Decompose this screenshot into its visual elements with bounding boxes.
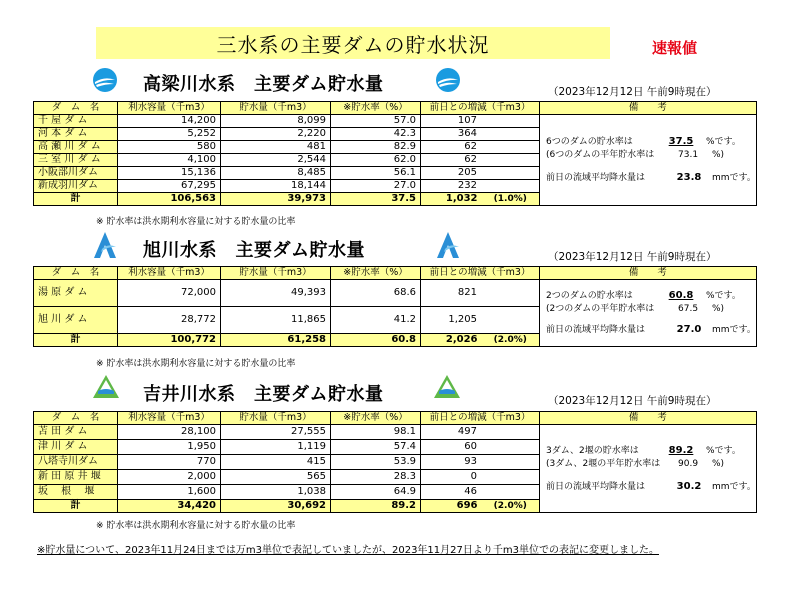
page-title: 三水系の主要ダムの貯水状況 xyxy=(96,27,610,59)
rate-value: 42.3 xyxy=(331,128,421,141)
dam-name: 三 室 川 ダ ム xyxy=(34,154,118,167)
rate-value: 27.0 xyxy=(331,180,421,193)
asahi-as-of: （2023年12月12日 午前9時現在） xyxy=(548,251,717,263)
remark-rain-label: 前日の流域平均降水量は xyxy=(546,325,646,335)
rate-value: 57.4 xyxy=(331,440,421,455)
remark-normal-unit: %) xyxy=(712,150,725,160)
dam-name: 苫 田 ダ ム xyxy=(34,425,118,440)
total-storage: 30,692 xyxy=(221,500,331,513)
change-value: 364 xyxy=(421,128,540,141)
total-change: 696 xyxy=(421,500,482,513)
col-remarks: 備 考 xyxy=(540,267,757,280)
capacity-value: 28,100 xyxy=(118,425,221,440)
remark-normal-value: 90.9 xyxy=(678,458,699,469)
change-value: 497 xyxy=(421,425,540,440)
total-capacity: 100,772 xyxy=(118,334,221,347)
dam-name: 八塔寺川ダム xyxy=(34,455,118,470)
takahashi-as-of: （2023年12月12日 午前9時現在） xyxy=(548,86,717,98)
total-label: 計 xyxy=(34,334,118,347)
total-capacity: 106,563 xyxy=(118,193,221,206)
col-change: 前日との増減（千m3） xyxy=(421,412,540,425)
yoshii-river-logo-right-icon xyxy=(433,374,459,400)
dam-name: 坂 根 堰 xyxy=(34,485,118,500)
dam-name: 河 本 ダ ム xyxy=(34,128,118,141)
total-capacity: 34,420 xyxy=(118,500,221,513)
dam-name: 新 田 原 井 堰 xyxy=(34,470,118,485)
col-rate: ※貯水率（%） xyxy=(331,412,421,425)
unit-change-footnote: ※貯水量について、2023年11月24日までは万m3単位で表記していましたが、2023年11月27日より千m3単位での表記に変更しました。 xyxy=(37,545,659,556)
storage-value: 565 xyxy=(221,470,331,485)
col-remarks: 備 考 xyxy=(540,102,757,115)
col-storage: 貯水量（千m3） xyxy=(221,412,331,425)
rate-value: 68.6 xyxy=(331,280,421,307)
capacity-value: 770 xyxy=(118,455,221,470)
storage-value: 2,220 xyxy=(221,128,331,141)
total-change: 2,026 xyxy=(421,334,482,347)
remark-rain-label: 前日の流域平均降水量は xyxy=(546,173,646,183)
capacity-value: 1,950 xyxy=(118,440,221,455)
remark-normal-unit: %) xyxy=(712,304,725,314)
col-dam-name: ダ ム 名 xyxy=(34,412,118,425)
change-value: 0 xyxy=(421,470,540,485)
capacity-value: 2,000 xyxy=(118,470,221,485)
rate-value: 82.9 xyxy=(331,141,421,154)
change-value: 60 xyxy=(421,440,540,455)
total-change-pct: (1.0%) xyxy=(482,193,540,206)
col-remarks: 備 考 xyxy=(540,412,757,425)
takahashi-river-logo-left-icon xyxy=(92,67,118,93)
rate-value: 53.9 xyxy=(331,455,421,470)
capacity-value: 5,252 xyxy=(118,128,221,141)
col-rate: ※貯水率（%） xyxy=(331,267,421,280)
change-value: 93 xyxy=(421,455,540,470)
yoshii-note: ※ 貯水率は洪水期利水容量に対する貯水量の比率 xyxy=(96,521,296,531)
rate-value: 56.1 xyxy=(331,167,421,180)
table-row xyxy=(34,280,757,307)
storage-value: 49,393 xyxy=(221,280,331,307)
total-change: 1,032 xyxy=(421,193,482,206)
remark-rain-unit: mmです。 xyxy=(712,325,756,335)
remark-normal-label: (2つのダムの平年貯水率は xyxy=(546,304,655,314)
col-capacity: 利水容量（千m3） xyxy=(118,102,221,115)
yoshii-river-logo-left-icon xyxy=(92,374,118,400)
remark-rate-label: 2つのダムの貯水率は xyxy=(546,291,633,301)
storage-value: 1,119 xyxy=(221,440,331,455)
capacity-value: 14,200 xyxy=(118,115,221,128)
dam-name: 湯 原 ダ ム xyxy=(34,280,118,307)
asahi-system-title: 旭川水系 主要ダム貯水量 xyxy=(143,240,365,261)
remark-rain-value: 30.2 xyxy=(676,480,702,492)
storage-value: 2,544 xyxy=(221,154,331,167)
col-rate: ※貯水率（%） xyxy=(331,102,421,115)
col-change: 前日との増減（千m3） xyxy=(421,267,540,280)
capacity-value: 72,000 xyxy=(118,280,221,307)
storage-value: 1,038 xyxy=(221,485,331,500)
table-header-row xyxy=(34,267,757,280)
rate-value: 98.1 xyxy=(331,425,421,440)
change-value: 821 xyxy=(421,280,540,307)
rate-value: 62.0 xyxy=(331,154,421,167)
takahashi-note: ※ 貯水率は洪水期利水容量に対する貯水量の比率 xyxy=(96,217,296,227)
total-change-pct: (2.0%) xyxy=(482,334,540,347)
remark-normal-unit: %) xyxy=(712,458,725,469)
asahi-note: ※ 貯水率は洪水期利水容量に対する貯水量の比率 xyxy=(96,359,296,369)
change-value: 107 xyxy=(421,115,540,128)
remark-rain-value: 27.0 xyxy=(676,324,702,335)
capacity-value: 4,100 xyxy=(118,154,221,167)
rate-value: 41.2 xyxy=(331,307,421,334)
remark-rate-label: 6つのダムの貯水率は xyxy=(546,137,633,147)
col-dam-name: ダ ム 名 xyxy=(34,102,118,115)
storage-value: 481 xyxy=(221,141,331,154)
storage-value: 415 xyxy=(221,455,331,470)
yoshii-as-of: （2023年12月12日 午前9時現在） xyxy=(548,395,717,407)
col-capacity: 利水容量（千m3） xyxy=(118,412,221,425)
table-header-row xyxy=(34,102,757,115)
remark-normal-label: (6つのダムの平年貯水率は xyxy=(546,150,655,160)
asahi-river-logo-right-icon xyxy=(435,231,461,257)
table-row xyxy=(34,425,757,440)
remark-rain-value: 23.8 xyxy=(676,172,702,183)
col-dam-name: ダ ム 名 xyxy=(34,267,118,280)
dam-name: 津 川 ダ ム xyxy=(34,440,118,455)
remark-normal-value: 73.1 xyxy=(678,150,699,160)
capacity-value: 67,295 xyxy=(118,180,221,193)
total-label: 計 xyxy=(34,500,118,513)
takahashi-dam-table xyxy=(33,101,757,206)
storage-value: 8,099 xyxy=(221,115,331,128)
total-rate: 37.5 xyxy=(331,193,421,206)
remark-rate-unit: %です。 xyxy=(706,291,741,301)
total-storage: 39,973 xyxy=(221,193,331,206)
capacity-value: 15,136 xyxy=(118,167,221,180)
takahashi-remarks xyxy=(540,115,757,206)
dam-name: 旭 川 ダ ム xyxy=(34,307,118,334)
change-value: 46 xyxy=(421,485,540,500)
capacity-value: 580 xyxy=(118,141,221,154)
dam-name: 小阪部川ダム xyxy=(34,167,118,180)
takahashi-river-logo-right-icon xyxy=(435,67,461,93)
takahashi-system-title: 高梁川水系 主要ダム貯水量 xyxy=(143,74,384,95)
remark-rain-unit: mmです。 xyxy=(712,481,756,492)
yoshii-remarks xyxy=(540,425,757,513)
storage-value: 27,555 xyxy=(221,425,331,440)
rate-value: 57.0 xyxy=(331,115,421,128)
total-label: 計 xyxy=(34,193,118,206)
change-value: 62 xyxy=(421,154,540,167)
remark-normal-label: (3ダム、2堰の平年貯水率は xyxy=(546,458,661,469)
asahi-river-logo-left-icon xyxy=(92,231,118,257)
col-storage: 貯水量（千m3） xyxy=(221,102,331,115)
change-value: 1,205 xyxy=(421,307,540,334)
storage-value: 18,144 xyxy=(221,180,331,193)
remark-normal-value: 67.5 xyxy=(678,304,699,314)
change-value: 232 xyxy=(421,180,540,193)
capacity-value: 28,772 xyxy=(118,307,221,334)
dam-name: 千 屋 ダ ム xyxy=(34,115,118,128)
remark-rate-unit: %です。 xyxy=(706,445,741,456)
col-capacity: 利水容量（千m3） xyxy=(118,267,221,280)
capacity-value: 1,600 xyxy=(118,485,221,500)
rate-value: 64.9 xyxy=(331,485,421,500)
change-value: 205 xyxy=(421,167,540,180)
total-rate: 60.8 xyxy=(331,334,421,347)
remark-rate-value: 37.5 xyxy=(668,136,694,147)
total-rate: 89.2 xyxy=(331,500,421,513)
remark-rain-unit: mmです。 xyxy=(712,173,756,183)
flash-report-label: 速報値 xyxy=(652,39,698,57)
rate-value: 28.3 xyxy=(331,470,421,485)
dam-name: 高 瀬 川 ダ ム xyxy=(34,141,118,154)
storage-value: 8,485 xyxy=(221,167,331,180)
remark-rain-label: 前日の流域平均降水量は xyxy=(546,481,646,492)
total-storage: 61,258 xyxy=(221,334,331,347)
table-header-row xyxy=(34,412,757,425)
table-row xyxy=(34,115,757,128)
asahi-remarks xyxy=(540,280,757,347)
remark-rate-value: 89.2 xyxy=(668,444,694,456)
col-change: 前日との増減（千m3） xyxy=(421,102,540,115)
total-change-pct: (2.0%) xyxy=(482,500,540,513)
remark-rate-label: 3ダム、2堰の貯水率は xyxy=(546,445,639,456)
asahi-dam-table xyxy=(33,266,757,347)
yoshii-dam-table xyxy=(33,411,757,513)
dam-name: 新成羽川ダム xyxy=(34,180,118,193)
remark-rate-unit: %です。 xyxy=(706,137,741,147)
change-value: 62 xyxy=(421,141,540,154)
yoshii-system-title: 吉井川水系 主要ダム貯水量 xyxy=(143,384,384,405)
col-storage: 貯水量（千m3） xyxy=(221,267,331,280)
remark-rate-value: 60.8 xyxy=(668,290,694,301)
storage-value: 11,865 xyxy=(221,307,331,334)
